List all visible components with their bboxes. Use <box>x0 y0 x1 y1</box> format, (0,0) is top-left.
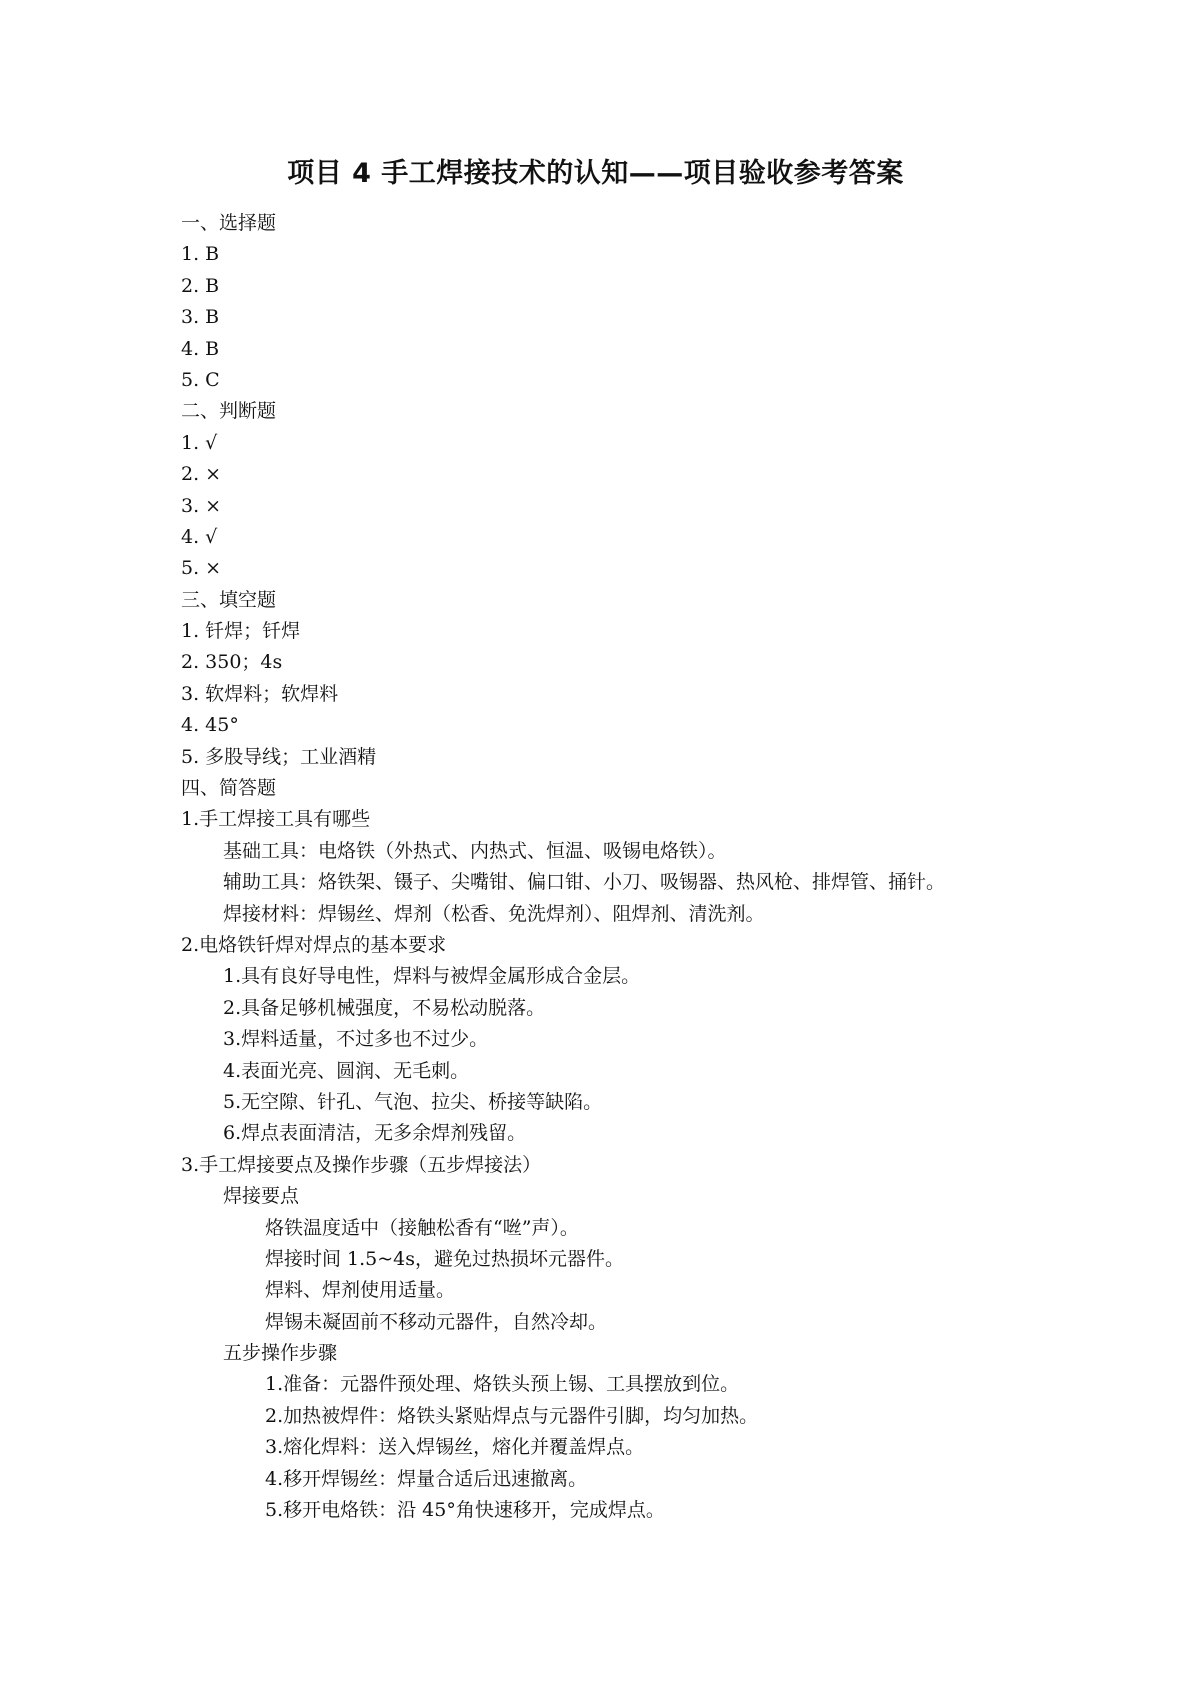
point-line: 焊接时间 1.5~4s，避免过热损坏元器件。 <box>265 1247 625 1270</box>
short-answer-line: 5.无空隙、针孔、气泡、拉尖、桥接等缺陷。 <box>223 1090 603 1113</box>
section-heading-short: 四、简答题 <box>181 777 277 800</box>
step-line: 4.移开焊锡丝：焊量合适后迅速撤离。 <box>265 1467 588 1490</box>
choice-answer: 4. B <box>181 337 220 360</box>
sub-heading-steps: 五步操作步骤 <box>223 1342 338 1365</box>
fill-answer: 1. 钎焊；钎焊 <box>181 620 301 643</box>
point-line: 焊料、焊剂使用适量。 <box>265 1279 456 1302</box>
short-answer-line: 2.具备足够机械强度，不易松动脱落。 <box>223 996 546 1019</box>
short-answer-line: 3.焊料适量，不过多也不过少。 <box>223 1028 489 1051</box>
sub-heading-points: 焊接要点 <box>223 1185 300 1208</box>
step-line: 5.移开电烙铁：沿 45°角快速移开，完成焊点。 <box>265 1499 665 1522</box>
judge-answer: 4. √ <box>181 525 218 548</box>
choice-answer: 5. C <box>181 368 220 391</box>
fill-answer: 3. 软焊料；软焊料 <box>181 682 339 705</box>
judge-answer: 2. × <box>181 463 222 486</box>
short-question-2: 2.电烙铁钎焊对焊点的基本要求 <box>181 933 447 956</box>
judge-answer: 1. √ <box>181 431 218 454</box>
point-line: 烙铁温度适中（接触松香有“咝”声）。 <box>265 1216 579 1239</box>
section-heading-judge: 二、判断题 <box>181 400 277 423</box>
point-line: 焊锡未凝固前不移动元器件，自然冷却。 <box>265 1310 608 1333</box>
step-line: 3.熔化焊料：送入焊锡丝，熔化并覆盖焊点。 <box>265 1436 645 1459</box>
step-line: 1.准备：元器件预处理、烙铁头预上锡、工具摆放到位。 <box>265 1373 740 1396</box>
step-line: 2.加热被焊件：烙铁头紧贴焊点与元器件引脚，均匀加热。 <box>265 1404 759 1427</box>
short-answer-line: 1.具有良好导电性，焊料与被焊金属形成合金层。 <box>223 965 641 988</box>
short-question-1: 1.手工焊接工具有哪些 <box>181 808 371 831</box>
choice-answer: 1. B <box>181 243 220 266</box>
short-answer-line: 6.焊点表面清洁，无多余焊剂残留。 <box>223 1122 527 1145</box>
fill-answer: 5. 多股导线；工业酒精 <box>181 745 377 768</box>
fill-answer: 2. 350；4s <box>181 651 283 674</box>
short-question-3: 3.手工焊接要点及操作步骤（五步焊接法） <box>181 1153 542 1176</box>
fill-answer: 4. 45° <box>181 714 239 737</box>
choice-answer: 3. B <box>181 306 220 329</box>
judge-answer: 3. × <box>181 494 222 517</box>
document-body <box>181 208 1081 1526</box>
short-answer-line: 4.表面光亮、圆润、无毛刺。 <box>223 1059 470 1082</box>
section-heading-choice: 一、选择题 <box>181 212 277 234</box>
judge-answer: 5. × <box>181 557 222 580</box>
short-answer-line: 焊接材料：焊锡丝、焊剂（松香、免洗焊剂）、阻焊剂、清洗剂。 <box>223 902 765 925</box>
section-heading-fill: 三、填空题 <box>181 588 277 611</box>
choice-answer: 2. B <box>181 274 220 297</box>
page-title: 项目 4 手工焊接技术的认知——项目验收参考答案 <box>287 158 904 189</box>
short-answer-line: 辅助工具：烙铁架、镊子、尖嘴钳、偏口钳、小刀、吸锡器、热风枪、排焊管、捅针。 <box>223 871 946 894</box>
short-answer-line: 基础工具：电烙铁（外热式、内热式、恒温、吸锡电烙铁）。 <box>223 839 727 862</box>
